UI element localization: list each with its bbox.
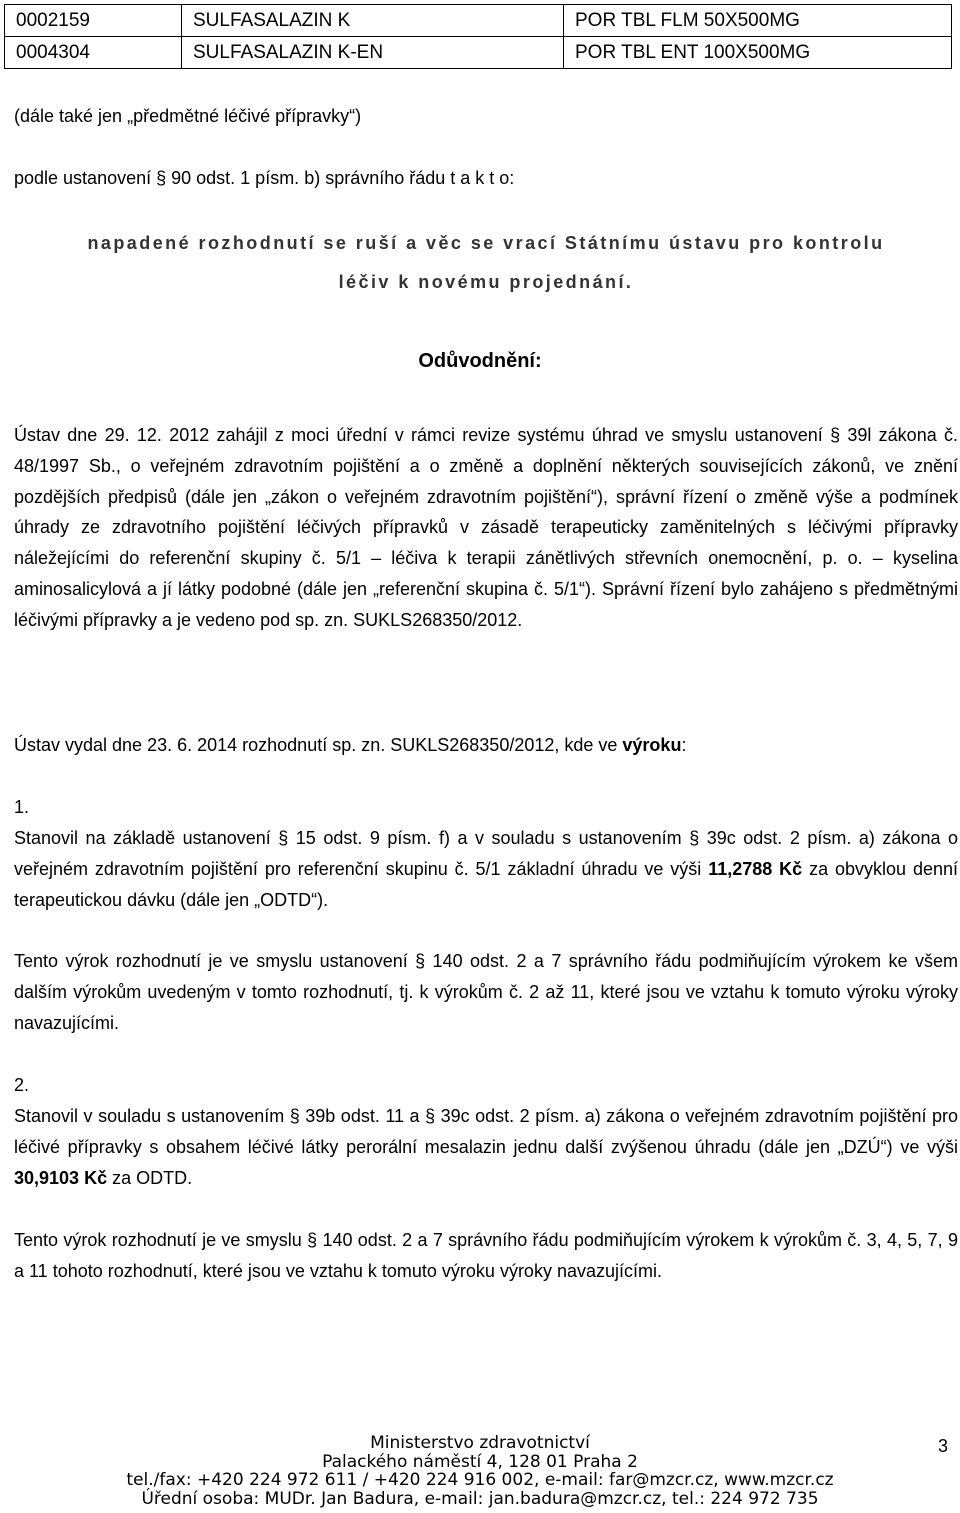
- table-row: [5, 5, 952, 37]
- legal-basis-line: podle ustanovení § 90 odst. 1 písm. b) správního řádu t a k t o:: [14, 168, 515, 188]
- amount: 11,2788 Kč: [708, 858, 803, 879]
- amount: 30,9103 Kč: [14, 1167, 108, 1188]
- drug-code: 0002159: [5, 5, 182, 37]
- drug-code: 0004304: [5, 37, 182, 69]
- decision-statement: Ústav vydal dne 23. 6. 2014 rozhodnutí sp. zn. SUKLS268350/2012, kde ve výroku:: [14, 735, 687, 755]
- drug-form: POR TBL ENT 100X500MG: [564, 37, 952, 69]
- drug-table: [4, 4, 952, 69]
- item-text: Stanovil v souladu s ustanovením § 39b odst. 11 a § 39c odst. 2 písm. a) zákona o veřejném zdravotním pojištění pro léčivé přípravky s obsahem léčivé látky perorální mesalazin jednu další zvýšenou úhradu (dále jen „DZÚ“) ve výši 30,9103 Kč za ODTD.: [14, 1106, 958, 1188]
- intro-line: (dále také jen „předmětné léčivé přípravky“): [14, 106, 362, 126]
- footer-line: Palackého náměstí 4, 128 01 Praha 2: [322, 1451, 638, 1472]
- justification-paragraph: Ústav dne 29. 12. 2012 zahájil z moci úřední v rámci revize systému úhrad ve smyslu ustanovení § 39l zákona č. 48/1997 Sb., o veřejném zdravotním pojištění a o změně a doplnění některých souvisejících zákonů, ve znění pozdějších předpisů (dále jen „zákon o veřejném zdravotním pojištění“), správní řízení o změně výše a podmínek úhrady ze zdravotního pojištění léčivých přípravků v zásadě terapeuticky zaměnitelných s léčivými přípravky náležejícími do referenční skupiny č. 5/1 – léčiva k terapii zánětlivých střevních onemocnění, p. o. – kyselina aminosalicylová a jí látky podobné (dále jen „referenční skupina č. 5/1“). Správní řízení bylo zahájeno s předmětnými léčivými přípravky a je vedeno pod sp. zn. SUKLS268350/2012.: [14, 425, 958, 630]
- conditional-paragraph: Tento výrok rozhodnutí je ve smyslu ustanovení § 140 odst. 2 a 7 správního řádu podmiňujícím výrokem ke všem dalším výrokům uvedeným v tomto rozhodnutí, tj. k výrokům č. 2 až 11, které jsou ve vztahu k tomuto výroku výroky navazujícími.: [14, 951, 958, 1033]
- verdict-line: napadené rozhodnutí se ruší a věc se vrací Státnímu ústavu pro kontrolu: [87, 233, 885, 253]
- drug-name: SULFASALAZIN K-EN: [182, 37, 564, 69]
- footer-line: Úřední osoba: MUDr. Jan Badura, e-mail: jan.badura@mzcr.cz, tel.: 224 972 735: [141, 1488, 819, 1509]
- item-text: Stanovil na základě ustanovení § 15 odst. 9 písm. f) a v souladu s ustanovením § 39c odst. 2 písm. a) zákona o veřejném zdravotním pojištění pro referenční skupinu č. 5/1 základní úhradu ve výši 11,2788 Kč za obvyklou denní terapeutickou dávku (dále jen „ODTD“).: [14, 828, 958, 910]
- footer-line: Ministerstvo zdravotnictví: [370, 1433, 590, 1453]
- drug-name: SULFASALAZIN K: [182, 5, 564, 37]
- item-number: 2.: [14, 1075, 30, 1095]
- page-footer: [0, 1434, 960, 1508]
- item-number: 1.: [14, 797, 30, 817]
- section-heading: Odůvodnění:: [418, 350, 542, 372]
- verdict-line: léčiv k novému projednání.: [338, 272, 634, 292]
- conditional-paragraph: Tento výrok rozhodnutí je ve smyslu § 140 odst. 2 a 7 správního řádu podmiňujícím výrokem k výrokům č. 3, 4, 5, 7, 9 a 11 tohoto rozhodnutí, které jsou ve vztahu k tomuto výroku výroky navazujícími.: [14, 1230, 958, 1281]
- footer-line: tel./fax: +420 224 972 611 / +420 224 916 002, e-mail: far@mzcr.cz, www.mzcr.cz: [126, 1470, 834, 1490]
- drug-form: POR TBL FLM 50X500MG: [564, 5, 952, 37]
- table-row: [5, 37, 952, 69]
- page-number: 3: [938, 1436, 949, 1456]
- bold-term: výroku: [622, 735, 682, 755]
